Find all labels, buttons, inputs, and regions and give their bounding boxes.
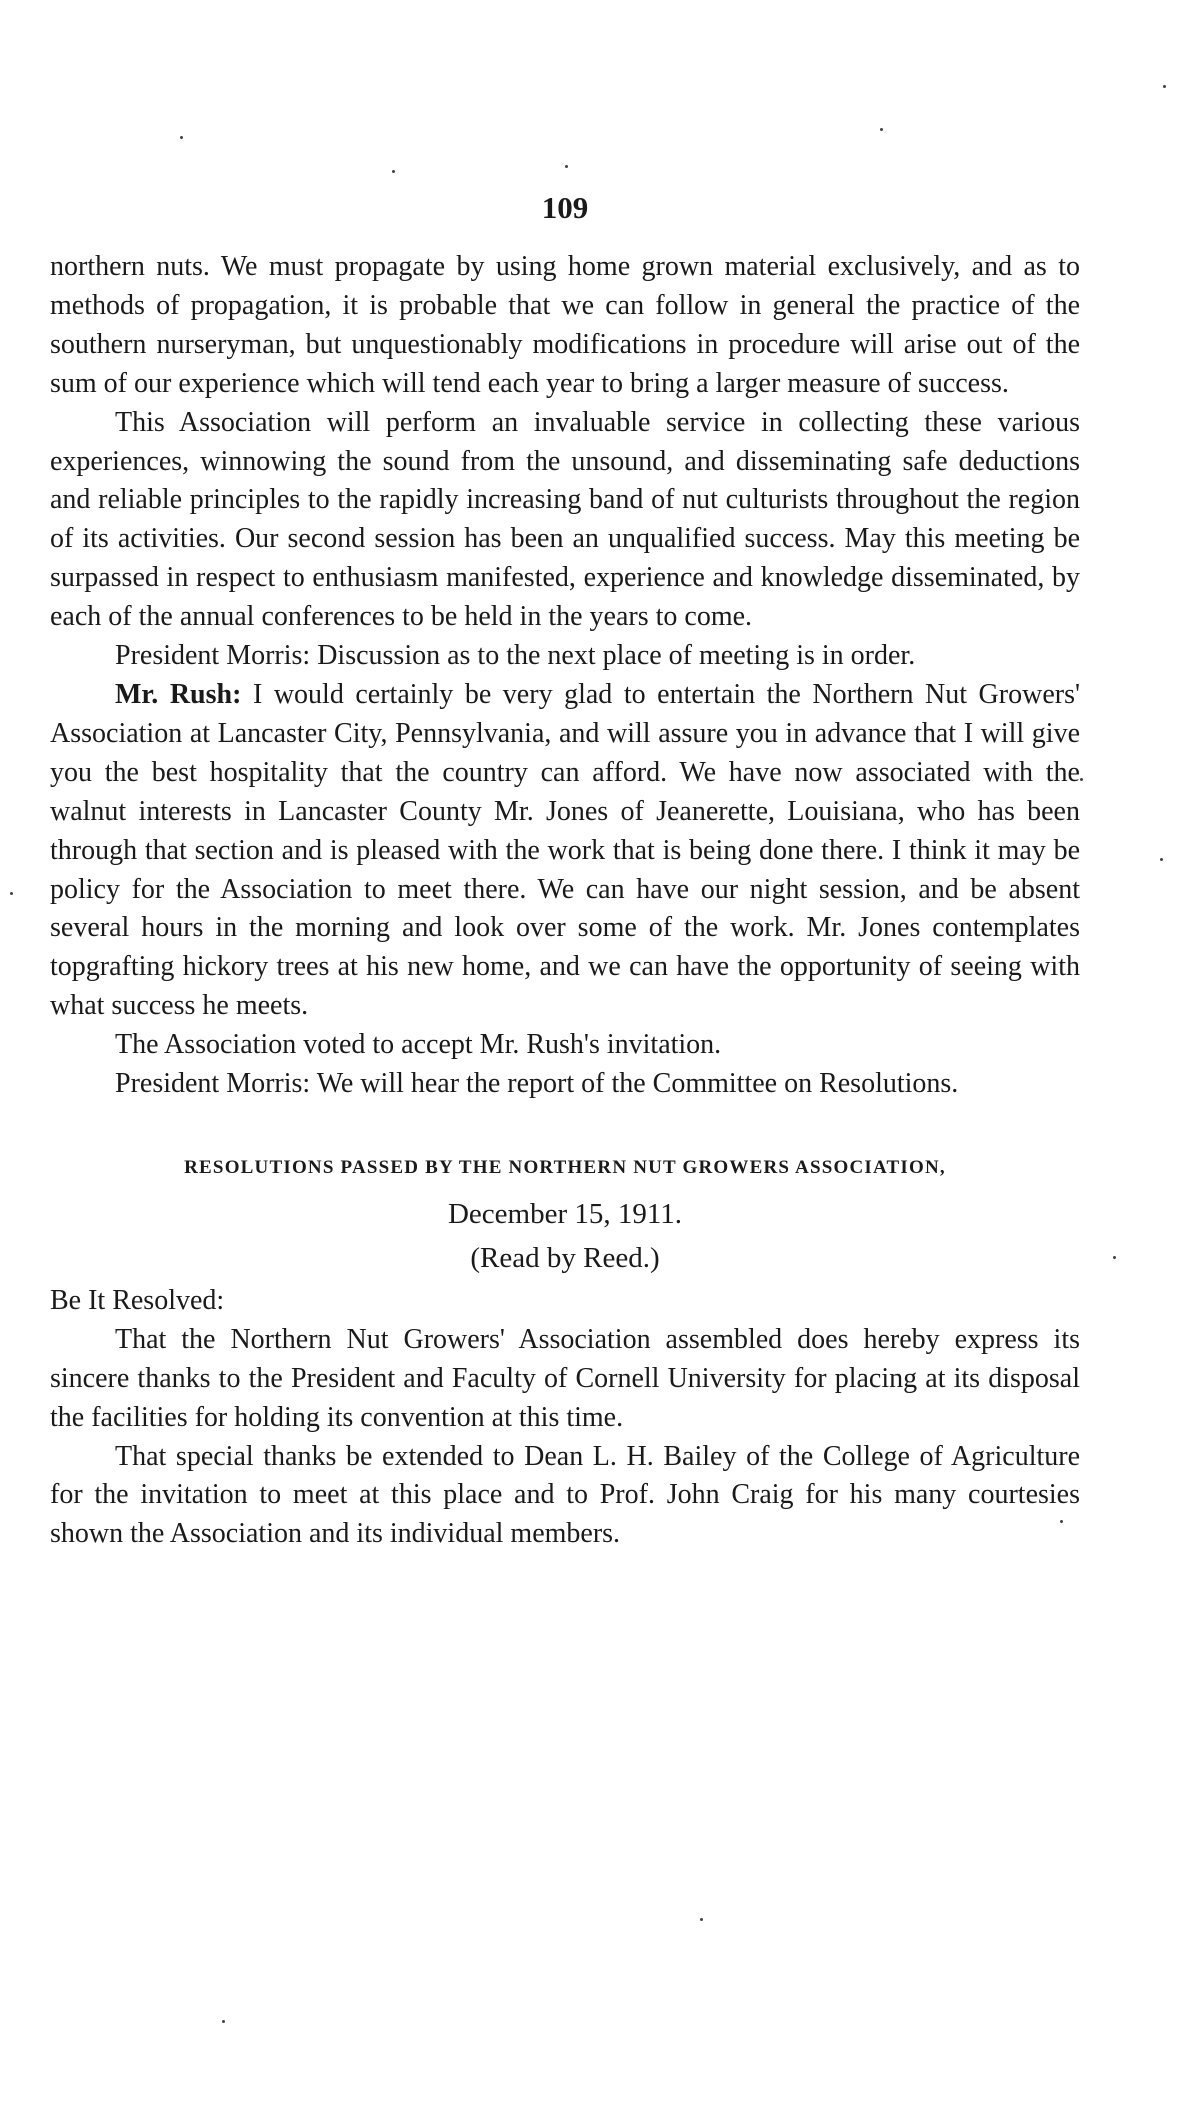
paragraph-mr-rush: [50, 676, 1080, 1026]
resolution-cornell-thanks: That the Northern Nut Growers' Association assembled does hereby express its sincere thanks to the President and Faculty of Cornell University for placing at its disposal the facilities for holding its convention at this time.: [50, 1323, 1080, 1433]
paragraph-president-morris-discussion: President Morris: Discussion as to the next place of meeting is in order.: [115, 640, 916, 672]
resolutions-date: December 15, 1911.: [447, 1197, 683, 1230]
paragraph-northern-nuts: northern nuts. We must propagate by using home grown material exclusively, and as to methods of propagation, it is probable that we can follow in general the practice of the southern nurseryman, but unquestionably modifications in procedure will arise out of the sum of our experience which will tend each year to bring a larger measure of success.: [50, 251, 1080, 399]
paragraph-president-morris-resolutions: President Morris: We will hear the report of the Committee on Resolutions.: [115, 1068, 959, 1100]
resolutions-read-by: (Read by Reed.): [470, 1241, 660, 1274]
scan-speck: [180, 136, 183, 139]
scan-speck: [880, 128, 883, 131]
paragraph-text: I would certainly be very glad to entertain the Northern Nut Growers' Association at Lancaster City, Pennsylvania, and will assure you in advance that I will give you the best hospitality that the country can afford. We have now associated with the walnut interests in Lancaster County Mr. Jones of Jeanerette, Louisiana, who has been through that section and is pleased with the work that is being done there. I think it may be policy for the Association to meet there. We can have our night session, and be absent several hours in the morning and look over some of the work. Mr. Jones contemplates topgrafting hickory trees at his new home, and we can have the opportunity of seeing with what success he meets.: [50, 678, 1081, 1022]
scan-speck: [565, 165, 568, 168]
page-number: 109: [541, 190, 589, 225]
scan-speck: [1160, 858, 1163, 861]
scan-speck: [1113, 1256, 1116, 1259]
scan-speck: [392, 170, 395, 173]
scan-speck: [1163, 85, 1166, 88]
scan-speck: [10, 892, 13, 895]
scan-speck: [1080, 778, 1083, 781]
speaker-label: Mr. Rush:: [115, 678, 242, 710]
resolutions-heading: RESOLUTIONS PASSED BY THE NORTHERN NUT GROWERS ASSOCIATION,: [184, 1156, 946, 1178]
paragraph-association-service: This Association will perform an invaluable service in collecting these various experiences, winnowing the sound from the unsound, and disseminating safe deductions and reliable principles to the rapidly increasing band of nut culturists throughout the region of its activities. Our second session has been an unqualified success. May this meeting be surpassed in respect to enthusiasm manifested, experience and knowledge disseminated, by each of the annual conferences to be held in the years to come.: [50, 406, 1080, 633]
document-page: [50, 190, 1080, 1554]
paragraph-vote: The Association voted to accept Mr. Rush's invitation.: [115, 1029, 722, 1061]
scan-speck: [700, 1918, 703, 1921]
resolved-intro: Be It Resolved:: [50, 1284, 225, 1316]
resolution-bailey-craig-thanks: That special thanks be extended to Dean L. H. Bailey of the College of Agriculture for the invitation to meet at this place and to Prof. John Craig for his many courtesies shown the Association and its individual members.: [50, 1440, 1080, 1550]
scan-speck: [222, 2020, 225, 2023]
